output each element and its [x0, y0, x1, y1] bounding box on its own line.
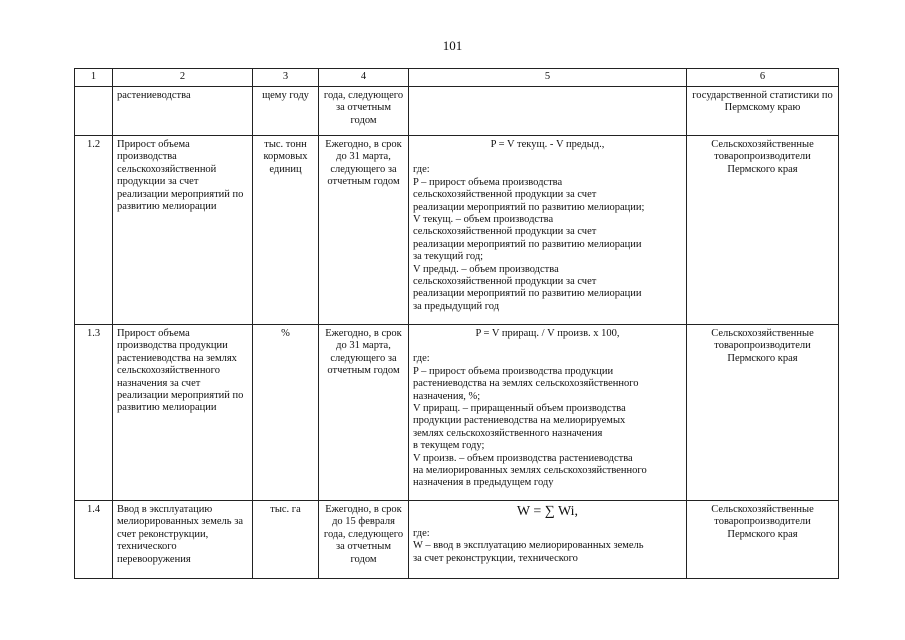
row-number: 1.3: [75, 325, 113, 501]
source-cell: государственной статистики по Пермскому краю: [687, 87, 839, 136]
formula-text-line: в текущем году;: [413, 440, 485, 452]
formula-text-line: сельскохозяйственной продукции за счет: [413, 189, 597, 201]
formula: P = V текущ. - V предыд.,: [490, 139, 605, 150]
formula-cell: [409, 87, 687, 136]
formula-text-line: где:: [413, 164, 430, 176]
formula-text-line: реализации мероприятий по развитию мелиорации: [413, 288, 642, 300]
formula-text-line: реализации мероприятий по развитию мелиорации;: [413, 201, 645, 213]
unit-cell: тыс. га: [253, 501, 319, 579]
period-cell: года, следующего за отчетным годом: [319, 87, 409, 136]
formula-text-line: P – прирост объема производства: [413, 176, 563, 188]
formula-text-line: назначения в предыдущем году: [413, 477, 554, 489]
source-cell: Сельскохозяйственные товаропроизводители Пермского края: [687, 501, 839, 579]
row-number: 1.2: [75, 136, 113, 325]
indicator-name: растениеводства: [113, 87, 253, 136]
period-cell: Ежегодно, в срок до 31 марта, следующего за отчетным годом: [319, 325, 409, 501]
formula-text-line: V текущ. – объем производства: [413, 214, 554, 226]
unit-cell: %: [253, 325, 319, 501]
formula-cell: [409, 501, 687, 579]
formula-text-line: за счет реконструкции, технического: [413, 552, 578, 564]
formula-text-line: где:: [413, 528, 430, 539]
table-row: [75, 325, 839, 501]
indicator-name: Ввод в эксплуатацию мелиорированных земель за счет реконструкции, технического перевооружения: [113, 501, 253, 579]
column-header: 2: [113, 69, 253, 87]
formula-text-line: где:: [413, 353, 430, 365]
period-cell: Ежегодно, в срок до 15 февраля года, следующего за отчетным годом: [319, 501, 409, 579]
column-header: 1: [75, 69, 113, 87]
formula: W = ∑ Wi,: [516, 504, 579, 519]
indicator-name: Прирост объема производства продукции растениеводства на землях сельскохозяйственного назначения за счет реализации мероприятий по развитию мелиорации: [113, 325, 253, 501]
formula-text-line: растениеводства на землях сельскохозяйственного: [413, 378, 639, 390]
formula-text-line: на мелиорированных землях сельскохозяйственного: [413, 465, 647, 477]
formula-text-line: V произв. – объем производства растениеводства: [413, 452, 633, 464]
source-cell: Сельскохозяйственные товаропроизводители Пермского края: [687, 136, 839, 325]
unit-cell: щему году: [253, 87, 319, 136]
column-header: 5: [409, 69, 687, 87]
formula-text-line: за предыдущий год: [413, 300, 500, 312]
formula-text-line: реализации мероприятий по развитию мелиорации: [413, 238, 642, 250]
formula-text-line: V приращ. – приращенный объем производства: [413, 403, 626, 415]
source-cell: Сельскохозяйственные товаропроизводители Пермского края: [687, 325, 839, 501]
formula-text-line: за текущий год;: [413, 251, 484, 263]
column-header: 6: [687, 69, 839, 87]
table-row: [75, 136, 839, 325]
column-header: 3: [253, 69, 319, 87]
formula-cell: [409, 325, 687, 501]
formula-text-line: землях сельскохозяйственного назначения: [413, 427, 603, 439]
formula-text-line: V предыд. – объем производства: [413, 263, 559, 275]
table-row: [75, 87, 839, 136]
formula-text-line: сельскохозяйственной продукции за счет: [413, 276, 597, 288]
table-row: [75, 501, 839, 579]
unit-cell: тыс. тонн кормовых единиц: [253, 136, 319, 325]
indicator-name: Прирост объема производства сельскохозяйственной продукции за счет реализации мероприятий по развитию мелиорации: [113, 136, 253, 325]
formula-text-line: назначения, %;: [413, 390, 481, 402]
period-cell: Ежегодно, в срок до 31 марта, следующего за отчетным годом: [319, 136, 409, 325]
page-number: 101: [442, 38, 463, 53]
row-number: 1.4: [75, 501, 113, 579]
indicators-table: [74, 68, 839, 579]
formula-text-line: P – прирост объема производства продукции: [413, 365, 614, 377]
row-number: [75, 87, 113, 136]
table-header-row: [75, 69, 839, 87]
formula-text-line: сельскохозяйственной продукции за счет: [413, 226, 597, 238]
formula: P = V приращ. / V произв. x 100,: [475, 328, 620, 339]
formula-text-line: продукции растениеводства на мелиорируемых: [413, 415, 626, 427]
formula-text-line: W – ввод в эксплуатацию мелиорированных земель: [413, 540, 644, 552]
formula-cell: [409, 136, 687, 325]
column-header: 4: [319, 69, 409, 87]
